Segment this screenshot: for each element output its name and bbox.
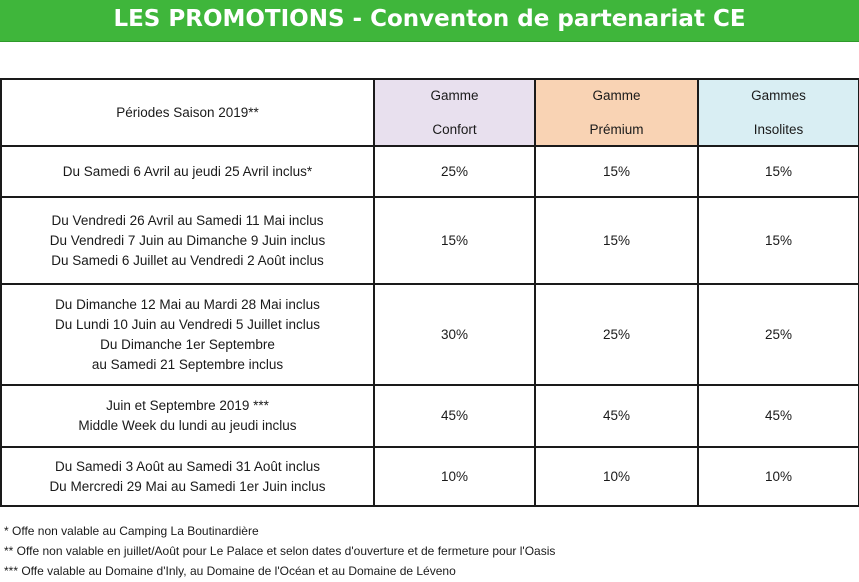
value-premium: 25%	[535, 284, 698, 385]
footnote: * Offe non valable au Camping La Boutinardière	[4, 524, 259, 538]
footnotes	[4, 521, 854, 581]
period-line: Du Samedi 6 Juillet au Vendredi 2 Août inclus	[51, 252, 324, 268]
value-confort: 25%	[374, 146, 535, 197]
header-premium-line2: Prémium	[589, 121, 644, 137]
header-premium	[535, 79, 698, 146]
period-line: Du Mercredi 29 Mai au Samedi 1er Juin inclus	[49, 478, 326, 494]
period-line: au Samedi 21 Septembre inclus	[91, 356, 284, 372]
value-insolites: 45%	[698, 385, 859, 447]
table-row	[1, 284, 859, 385]
value-premium: 45%	[535, 385, 698, 447]
footnote: ** Offe non valable en juillet/Août pour Le Palace et selon dates d'ouverture et de fermeture pour l'Oasis	[4, 544, 556, 558]
value-confort: 45%	[374, 385, 535, 447]
value-insolites: 15%	[698, 197, 859, 284]
page-title: LES PROMOTIONS - Conventon de partenariat CE	[113, 6, 746, 32]
header-insolites-line1: Gammes	[751, 87, 806, 103]
table-row	[1, 146, 859, 197]
period-line: Du Vendredi 7 Juin au Dimanche 9 Juin inclus	[49, 232, 326, 248]
period-line: Du Dimanche 1er Septembre	[100, 336, 275, 352]
value-confort: 10%	[374, 447, 535, 506]
period-line: Du Lundi 10 Juin au Vendredi 5 Juillet inclus	[55, 316, 320, 332]
value-confort: 15%	[374, 197, 535, 284]
header-premium-line1: Gamme	[592, 87, 641, 103]
value-confort: 30%	[374, 284, 535, 385]
periods-header: Périodes Saison 2019**	[1, 79, 374, 146]
period-cell	[1, 146, 374, 197]
period-cell	[1, 284, 374, 385]
header-confort	[374, 79, 535, 146]
header-insolites	[698, 79, 859, 146]
period-cell	[1, 447, 374, 506]
period-line: Middle Week du lundi au jeudi inclus	[78, 418, 297, 433]
period-line: Du Dimanche 12 Mai au Mardi 28 Mai inclus	[55, 296, 320, 312]
value-premium: 10%	[535, 447, 698, 506]
period-line: Juin et Septembre 2019 ***	[106, 398, 269, 413]
table-row	[1, 447, 859, 506]
header-insolites-line2: Insolites	[753, 121, 804, 137]
footnote: *** Offe valable au Domaine d'Inly, au Domaine de l'Océan et au Domaine de Léveno	[4, 564, 456, 578]
table-row	[1, 385, 859, 447]
value-premium: 15%	[535, 146, 698, 197]
period-line: Du Samedi 3 Août au Samedi 31 Août inclus	[55, 458, 320, 474]
table-row	[1, 197, 859, 284]
value-insolites: 15%	[698, 146, 859, 197]
value-insolites: 10%	[698, 447, 859, 506]
period-line: Du Vendredi 26 Avril au Samedi 11 Mai inclus	[51, 212, 324, 228]
header-confort-line2: Confort	[432, 121, 477, 137]
period-cell	[1, 197, 374, 284]
page-title-banner	[0, 0, 859, 42]
value-insolites: 25%	[698, 284, 859, 385]
table-header-row	[1, 79, 859, 146]
period-cell	[1, 385, 374, 447]
value-premium: 15%	[535, 197, 698, 284]
header-confort-line1: Gamme	[430, 87, 479, 103]
promotions-table	[0, 78, 859, 507]
period-line: Du Samedi 6 Avril au jeudi 25 Avril inclus*	[62, 163, 313, 179]
